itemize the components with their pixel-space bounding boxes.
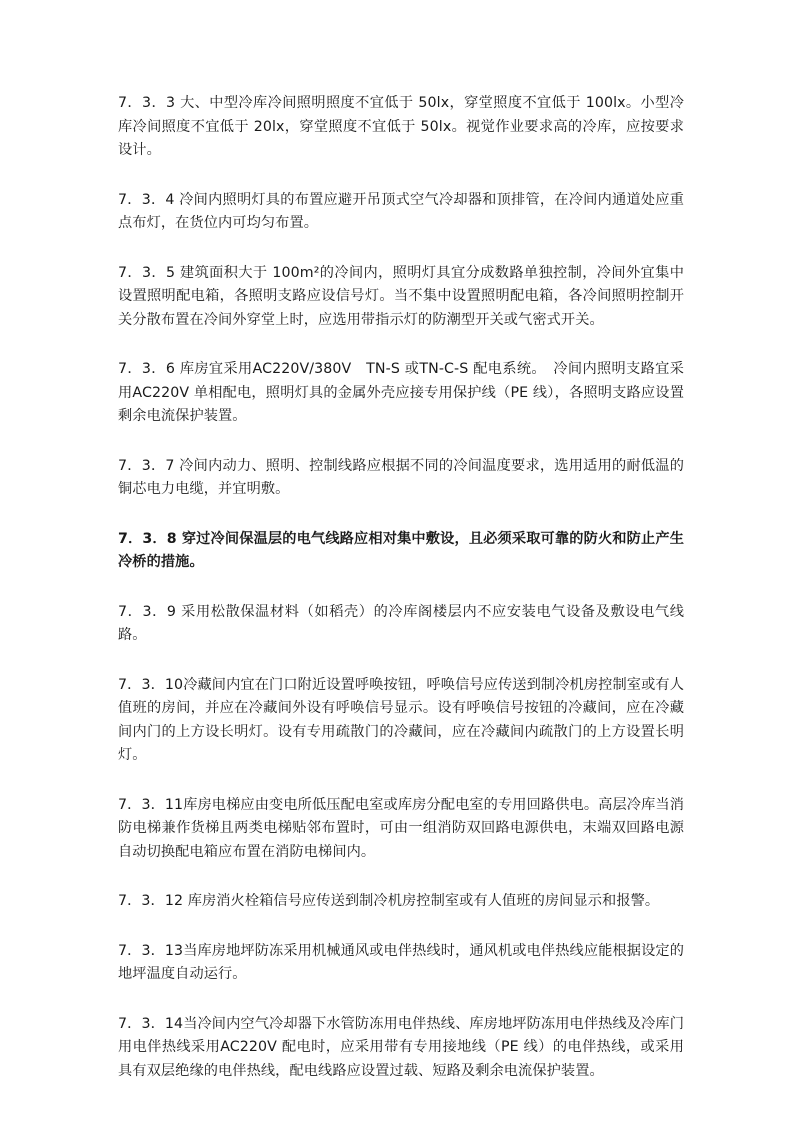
- clause-7-3-14: 7．3．14当冷间内空气冷却器下水管防冻用电伴热线、库房地坪防冻用电伴热线及冷库门用电伴热线采用AC220V 配电时，应采用带有专用接地线（PE 线）的电伴热线，或采用具有双层绝缘的电伴热线，配电线路应设置过载、短路及剩余电流保护装置。: [118, 1015, 684, 1079]
- clause-7-3-3: 7．3．3 大、中型冷库冷间照明照度不宜低于 50lx，穿堂照度不宜低于 100lx。小型冷库冷间照度不宜低于 20lx，穿堂照度不宜低于 50lx。视觉作业要求高的冷库，应按要求设计。: [118, 95, 684, 158]
- document-page: [118, 92, 684, 1109]
- clause-7-3-7: 7．3．7 冷间内动力、照明、控制线路应根据不同的冷间温度要求，选用适用的耐低温的铜芯电力电缆，并宜明敷。: [118, 457, 684, 497]
- clause-7-3-6: 7．3．6 库房宜采用AC220V/380V TN-S 或TN-C-S 配电系统。 冷间内照明支路宜采用AC220V 单相配电，照明灯具的金属外壳应接专用保护线（PE 线），各照明支路应设置剩余电流保护装置。: [118, 361, 684, 424]
- clause-7-3-12: 7．3．12 库房消火栓箱信号应传送到制冷机房控制室或有人值班的房间显示和报警。: [118, 893, 660, 909]
- clause-7-3-8: 7．3．8 穿过冷间保温层的电气线路应相对集中敷设，且必须采取可靠的防火和防止产生冷桥的措施。: [118, 530, 684, 570]
- clause-7-3-5: 7．3．5 建筑面积大于 100m²的冷间内，照明灯具宜分成数路单独控制，冷间外宜集中设置照明配电箱，各照明支路应设信号灯。当不集中设置照明配电箱，各冷间照明控制开关分散布置在冷间外穿堂上时，应选用带指示灯的防潮型开关或气密式开关。: [118, 264, 684, 328]
- clause-7-3-10: 7．3．10冷藏间内宜在门口附近设置呼唤按钮，呼唤信号应传送到制冷机房控制室或有人值班的房间，并应在冷藏间外设有呼唤信号显示。设有呼唤信号按钮的冷藏间，应在冷藏间内门的上方设长明灯。设有专用疏散门的冷藏间，应在冷藏间内疏散门的上方设置长明灯。: [118, 676, 684, 763]
- clause-7-3-4: 7．3．4 冷间内照明灯具的布置应避开吊顶式空气冷却器和顶排管，在冷间内通道处应重点布灯，在货位内可均匀布置。: [118, 191, 684, 231]
- clause-7-3-11: 7．3．11库房电梯应由变电所低压配电室或库房分配电室的专用回路供电。高层冷库当消防电梯兼作货梯且两类电梯贴邻布置时，可由一组消防双回路电源供电，末端双回路电源自动切换配电箱应布置在消防电梯间内。: [118, 796, 684, 860]
- clause-7-3-13: 7．3．13当库房地坪防冻采用机械通风或电伴热线时，通风机或电伴热线应能根据设定的地坪温度自动运行。: [118, 942, 684, 982]
- clause-7-3-9: 7．3．9 采用松散保温材料（如稻壳）的冷库阁楼层内不应安装电气设备及敷设电气线路。: [118, 603, 684, 643]
